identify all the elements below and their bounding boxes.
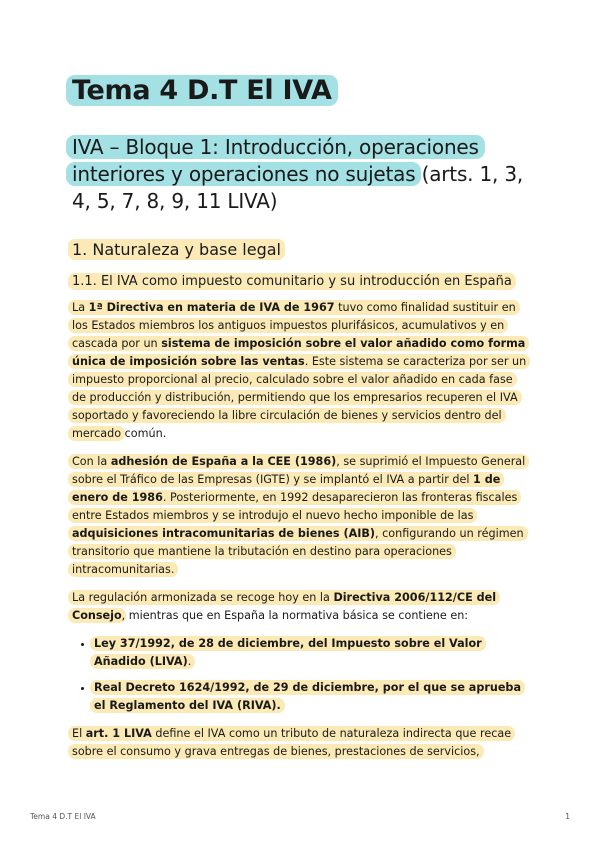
law-list-item-highlight	[90, 636, 486, 669]
law-list-item	[94, 635, 530, 671]
footer-title: Tema 4 D.T El IVA	[30, 812, 96, 821]
p2-text-a: Con la	[72, 455, 111, 468]
p3-bold-directive: Directiva 2006/112/CE del Consejo	[72, 591, 497, 622]
block-heading-highlight: IVA – Bloque 1: Introducción, operaciones interiores y operaciones no sujetas	[66, 135, 485, 186]
p3-text-a: La regulación armonizada se recoge hoy en la	[72, 591, 334, 604]
law-list-item	[94, 679, 530, 715]
section-heading	[72, 239, 530, 261]
p1-bold-system: sistema de imposición sobre el valor añadido como forma única de imposición sobre las ventas	[72, 337, 526, 368]
p4-bold-art: art. 1 LIVA	[85, 727, 152, 740]
subsection-heading	[72, 273, 530, 291]
paragraph-directive-highlight	[68, 300, 530, 441]
paragraph-directive	[72, 299, 530, 443]
p2-text-c: , se suprimió el Impuesto General sobre el Tráfico de las Empresas (IGTE) y se implantó el IVA a partir del	[72, 455, 526, 486]
p2-bold-cee: adhesión de España a la CEE (1986)	[110, 455, 337, 468]
p2-bold-date: 1 de enero de 1986	[72, 473, 501, 504]
block-heading	[72, 134, 530, 215]
paragraph-spain	[72, 453, 530, 579]
p2-text-d: . Posteriormente, en 1992 desaparecieron las fronteras fiscales entre Estados miembros y se introdujo el nuevo hecho imponible de las	[72, 491, 518, 522]
p2-text-e: , configurando un régimen transitorio que mantiene la tributación en destino para operaciones intracomunitarias.	[72, 527, 524, 576]
section-heading-text: 1. Naturaleza y base legal	[68, 239, 285, 260]
law-list-item-highlight	[90, 680, 525, 713]
law-list-item-bold: Ley 37/1992, de 28 de diciembre, del Impuesto sobre el Valor Añadido (LIVA)	[94, 637, 482, 668]
page-number: 1	[565, 812, 570, 821]
p1-bold-directive: 1ª Directiva en materia de IVA de 1967	[88, 301, 335, 314]
document-title-text: Tema 4 D.T El IVA	[66, 75, 338, 106]
paragraph-regulation	[72, 589, 530, 625]
p1-text-a: La	[72, 301, 89, 314]
paragraph-spain-highlight	[68, 454, 529, 577]
law-list-item-rest: , por el que se aprueba el Reglamento del IVA (RIVA).	[94, 681, 521, 712]
law-list-item-rest: .	[187, 655, 192, 668]
p3-text-c: , mientras que en España la normativa básica se contiene en:	[121, 609, 469, 622]
p4-text-a: El	[72, 727, 86, 740]
p1-text-c: tuvo como finalidad sustituir en los Estados miembros los antiguos impuestos plurifásicos, acumulativos y en cascada por un	[72, 301, 516, 350]
law-list-item-bold: Real Decreto 1624/1992, de 29 de diciembre	[94, 681, 375, 694]
block-heading-articles: (arts. 1, 3, 4, 5, 7, 8, 9, 11 LIVA)	[72, 162, 524, 213]
document-title	[72, 74, 530, 108]
p2-bold-aib: adquisiciones intracomunitarias de bienes (AIB)	[72, 527, 376, 540]
p1-text-d: . Este sistema se caracteriza por ser un impuesto proporcional al precio, calculado sobre el valor añadido en cada fase de producción y distribución, permitiendo que los empresarios recuperen el IVA soportado y favoreciendo la libre circulación de bienes y servicios dentro del mercado	[72, 355, 527, 440]
paragraph-art1	[72, 725, 530, 761]
page-content	[72, 74, 530, 771]
paragraph-art1-highlight	[68, 726, 515, 759]
law-list	[72, 635, 530, 715]
p1-text-e: común.	[121, 427, 167, 440]
p4-text-c: define el IVA como un tributo de naturaleza indirecta que recae sobre el consumo y grava entregas de bienes, prestaciones de servicios,	[72, 727, 512, 758]
subsection-heading-text: 1.1. El IVA como impuesto comunitario y su introducción en España	[68, 273, 516, 290]
